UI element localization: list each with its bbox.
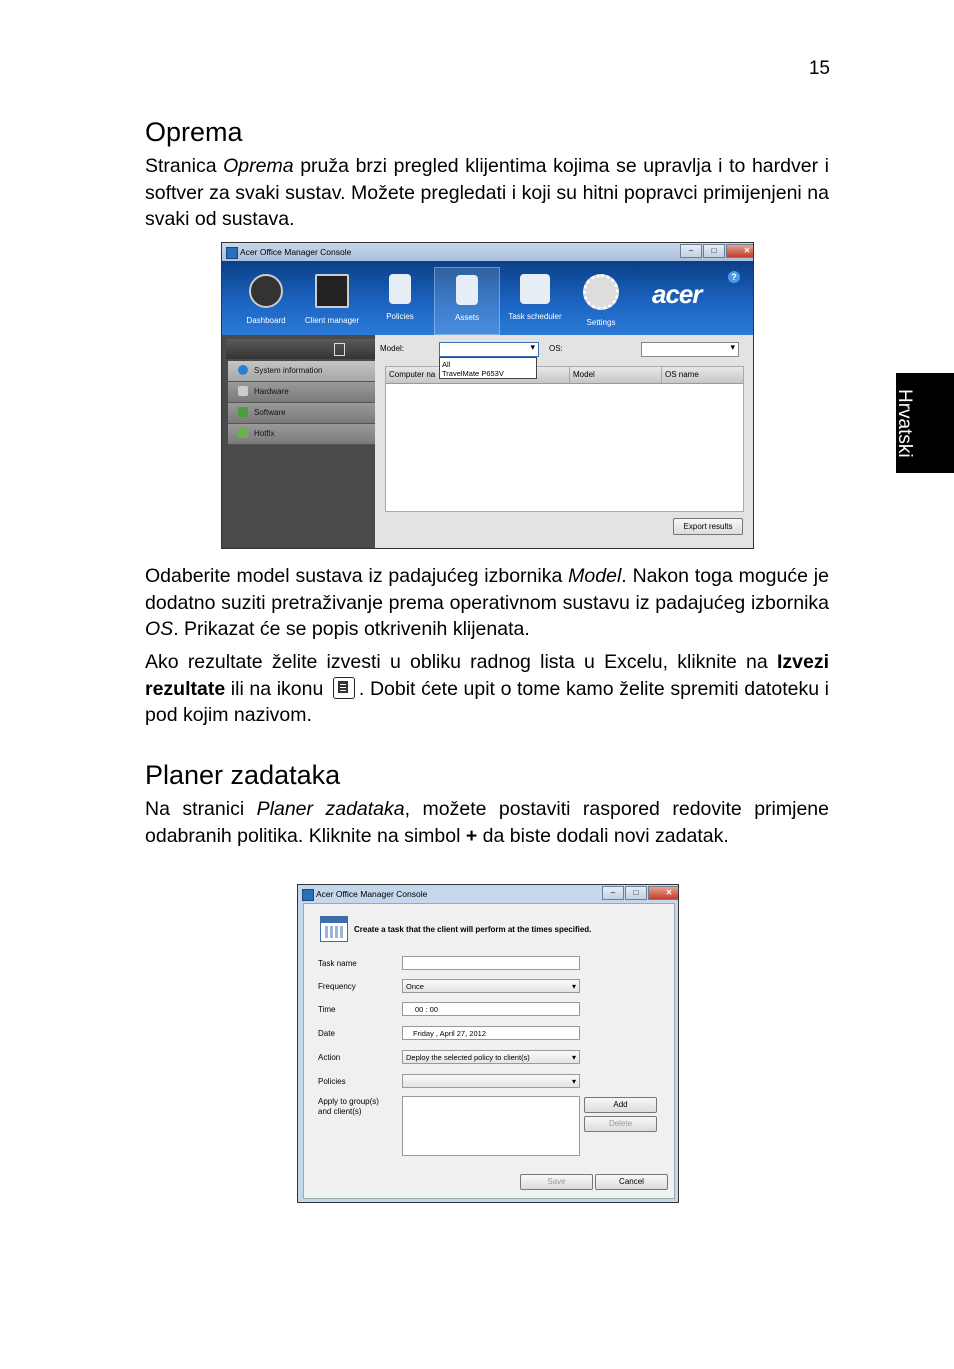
results-table bbox=[385, 366, 744, 512]
close-button[interactable]: ✕ bbox=[726, 244, 754, 258]
policies-select[interactable] bbox=[402, 1074, 580, 1088]
groups-clients-list[interactable] bbox=[402, 1096, 580, 1156]
window-title: Acer Office Manager Console bbox=[240, 247, 352, 257]
top-nav bbox=[222, 261, 753, 335]
minimize-button[interactable]: – bbox=[602, 886, 624, 900]
calendar-icon bbox=[520, 274, 550, 304]
nav-settings[interactable]: Settings bbox=[569, 267, 633, 333]
task-name-input[interactable] bbox=[402, 956, 580, 970]
date-input[interactable]: Friday , April 27, 2012 bbox=[402, 1026, 580, 1040]
frequency-select[interactable]: Once ▾ bbox=[402, 979, 580, 993]
window-controls bbox=[601, 886, 679, 900]
column-computer-name[interactable]: Computer na bbox=[386, 367, 570, 383]
nav-client-manager[interactable]: Client manager bbox=[300, 267, 364, 333]
software-icon bbox=[238, 407, 248, 417]
add-button[interactable]: Add bbox=[584, 1097, 657, 1113]
export-icon bbox=[333, 677, 355, 699]
window-title: Acer Office Manager Console bbox=[316, 889, 428, 899]
os-select[interactable] bbox=[641, 342, 739, 357]
minimize-button[interactable]: – bbox=[680, 244, 702, 258]
column-model[interactable]: Model bbox=[570, 367, 662, 383]
assets-screenshot bbox=[221, 242, 754, 549]
dialog-heading: Create a task that the client will perform at the times specified. bbox=[354, 925, 592, 934]
action-select[interactable]: Deploy the selected policy to client(s) ▾ bbox=[402, 1050, 580, 1064]
model-label: Model: bbox=[380, 344, 405, 353]
export-results-button[interactable]: Export results bbox=[673, 518, 743, 535]
help-icon[interactable]: ? bbox=[728, 271, 740, 283]
maximize-button[interactable]: □ bbox=[703, 244, 725, 258]
assets-icon bbox=[456, 275, 478, 305]
delete-button[interactable]: Delete bbox=[584, 1116, 657, 1132]
oprema-intro: Stranica Oprema pruža brzi pregled klijentima kojima se upravlja i to hardver i softver za svaki sustav. Možete pregledati i koji su hitni popravci primijenjeni na svaki od sustava. bbox=[145, 155, 829, 230]
sidebar bbox=[222, 335, 375, 548]
os-label: OS: bbox=[549, 344, 563, 353]
sidebar-item-hardware[interactable]: Hardware bbox=[228, 382, 375, 403]
oprema-model-para: Odaberite model sustava iz padajućeg izbornika Model. Nakon toga moguće je dodatno suziti pretraživanje prema operativnom sustavu iz padajućeg izbornika OS. Prikazat će se popis otkrivenih klijenata. bbox=[145, 565, 829, 640]
nav-dashboard[interactable]: Dashboard bbox=[234, 267, 298, 333]
app-icon bbox=[302, 889, 314, 901]
frequency-label: Frequency bbox=[318, 982, 356, 991]
app-icon bbox=[226, 247, 238, 259]
planer-intro: Na stranici Planer zadataka, možete postaviti raspored redovite primjene odabranih politika. Kliknite na simbol + da biste dodali novi zadatak. bbox=[145, 798, 829, 847]
gear-icon bbox=[583, 274, 619, 310]
section-title-planer: Planer zadataka bbox=[145, 760, 341, 790]
oprema-export-para: Ako rezultate želite izvesti u obliku radnog lista u Excelu, kliknite na Izvezi rezultate ili na ikonu . Dobit ćete upit o tome kamo želite spremiti datoteku i pod kojim nazivom. bbox=[145, 651, 829, 726]
task-name-label: Task name bbox=[318, 959, 357, 968]
info-icon bbox=[238, 365, 248, 375]
dashboard-icon bbox=[249, 274, 283, 308]
acer-logo: acer bbox=[652, 279, 702, 309]
close-button[interactable]: ✕ bbox=[648, 886, 679, 900]
clipboard-icon bbox=[389, 274, 411, 304]
apply-to-label: Apply to group(s) and client(s) bbox=[318, 1097, 379, 1116]
task-scheduler-screenshot bbox=[297, 884, 679, 1203]
time-input[interactable]: 00 : 00 bbox=[402, 1002, 580, 1016]
date-label: Date bbox=[318, 1029, 335, 1038]
nav-assets[interactable]: Assets bbox=[434, 267, 500, 335]
calendar-icon bbox=[320, 916, 348, 942]
assets-main-panel bbox=[375, 335, 753, 548]
task-dialog bbox=[303, 903, 675, 1199]
cancel-button[interactable]: Cancel bbox=[595, 1174, 668, 1190]
column-os-name[interactable]: OS name bbox=[665, 370, 699, 379]
action-label: Action bbox=[318, 1053, 341, 1062]
monitor-icon bbox=[315, 274, 349, 308]
hotfix-icon bbox=[238, 428, 248, 438]
window-controls bbox=[679, 244, 754, 258]
page-number: 15 bbox=[808, 58, 830, 79]
language-tab bbox=[896, 373, 954, 473]
model-select[interactable] bbox=[439, 342, 539, 357]
language-tab-label: Hrvatski bbox=[894, 389, 915, 458]
nav-task-scheduler[interactable]: Task scheduler bbox=[503, 267, 567, 333]
dropdown-option-travelmate[interactable]: TravelMate P653V bbox=[442, 369, 504, 378]
titlebar bbox=[222, 243, 753, 261]
nav-policies[interactable]: Policies bbox=[368, 267, 432, 333]
save-button[interactable]: Save bbox=[520, 1174, 593, 1190]
sidebar-item-system-information[interactable]: System information bbox=[228, 361, 375, 382]
export-icon[interactable] bbox=[334, 343, 345, 356]
maximize-button[interactable]: □ bbox=[625, 886, 647, 900]
dropdown-option-all[interactable]: All bbox=[442, 360, 451, 369]
policies-label: Policies bbox=[318, 1077, 346, 1086]
sidebar-item-hotfix[interactable]: Hotfix bbox=[228, 424, 375, 445]
time-label: Time bbox=[318, 1005, 336, 1014]
sidebar-header bbox=[226, 339, 375, 359]
sidebar-item-software[interactable]: Software bbox=[228, 403, 375, 424]
model-dropdown-list bbox=[439, 357, 537, 379]
section-title-oprema: Oprema bbox=[145, 117, 243, 147]
hardware-icon bbox=[238, 386, 248, 396]
